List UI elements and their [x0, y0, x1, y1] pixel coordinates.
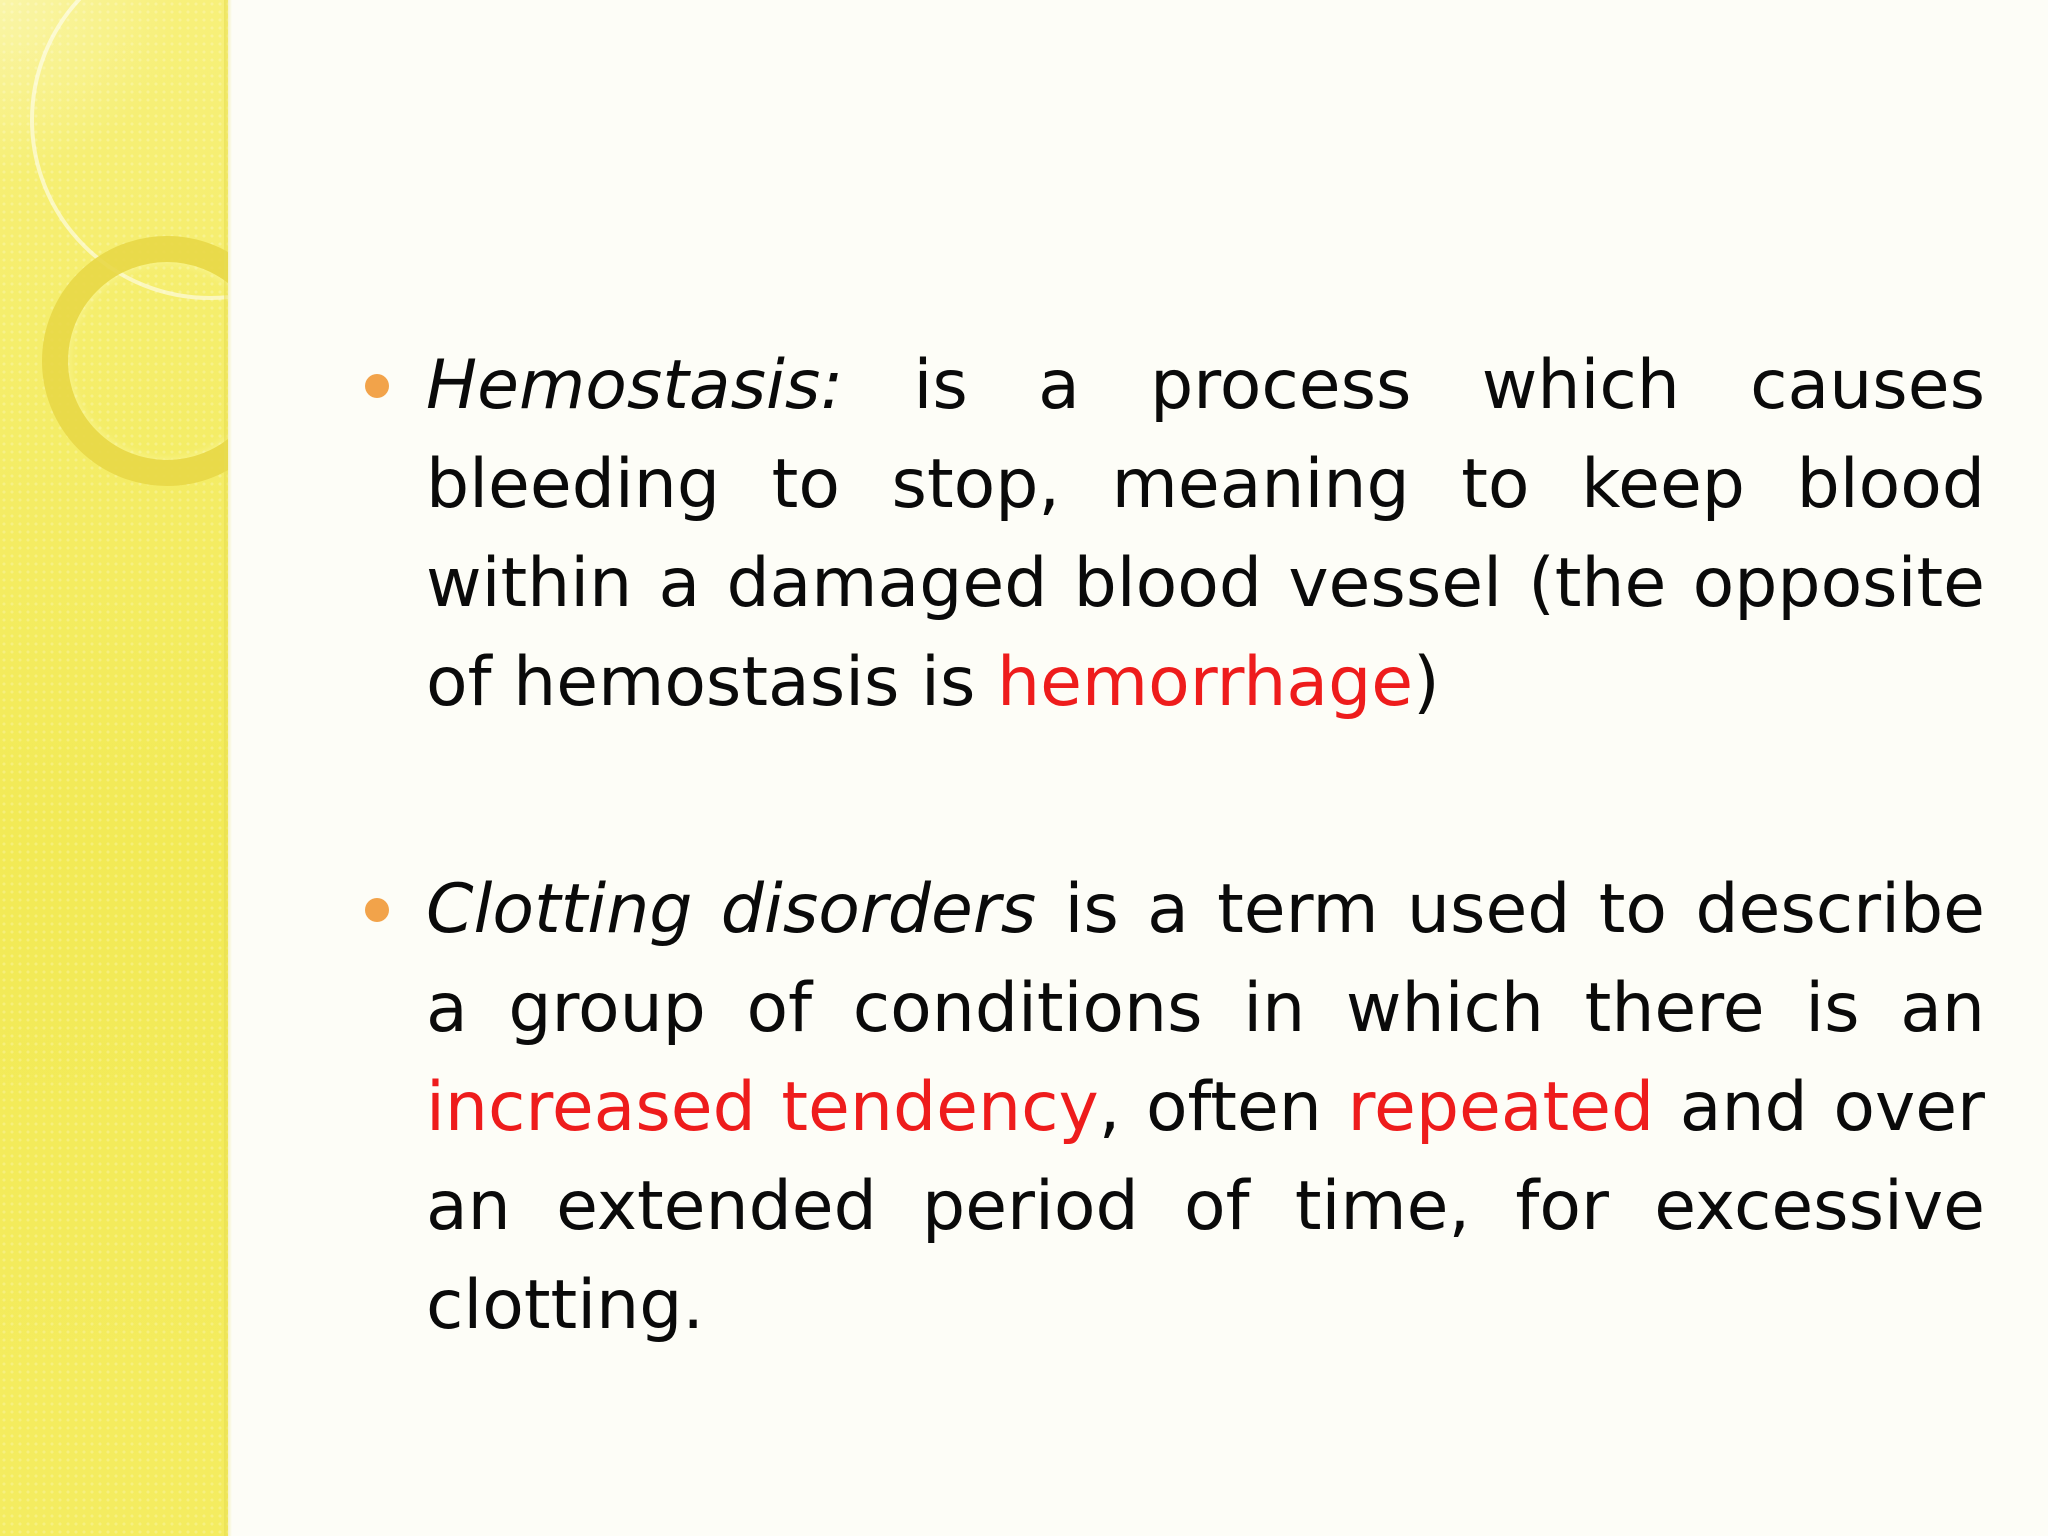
highlight-hemorrhage: hemorrhage [997, 643, 1414, 722]
bullet-text: is a process which causes bleeding to stop, meaning to keep blood within a damaged blood vessel (the opposite of hemostasis is [426, 346, 1985, 722]
term-clotting-disorders: Clotting disorders [426, 870, 1037, 949]
bullet-clotting-disorders [355, 860, 1985, 1355]
slide-content [355, 336, 1985, 1355]
bullet-text: and over an extended period of time, for excessive clotting. [426, 1068, 1985, 1345]
bullet-dot-icon [365, 898, 389, 922]
bullet-hemostasis [355, 336, 1985, 732]
decorative-strip-edge [224, 0, 232, 1536]
highlight-repeated: repeated [1347, 1068, 1655, 1147]
bullet-text: ) [1413, 643, 1440, 722]
decorative-side-strip [0, 0, 228, 1536]
bullet-text: , often [1098, 1068, 1348, 1147]
bullet-text: is a term used to describe a group of conditions in which there is an [426, 870, 1986, 1048]
term-hemostasis: Hemostasis: [426, 346, 844, 425]
decorative-ring-thick [42, 236, 228, 486]
bullet-dot-icon [365, 374, 389, 398]
highlight-increased-tendency: increased tendency [426, 1068, 1099, 1147]
